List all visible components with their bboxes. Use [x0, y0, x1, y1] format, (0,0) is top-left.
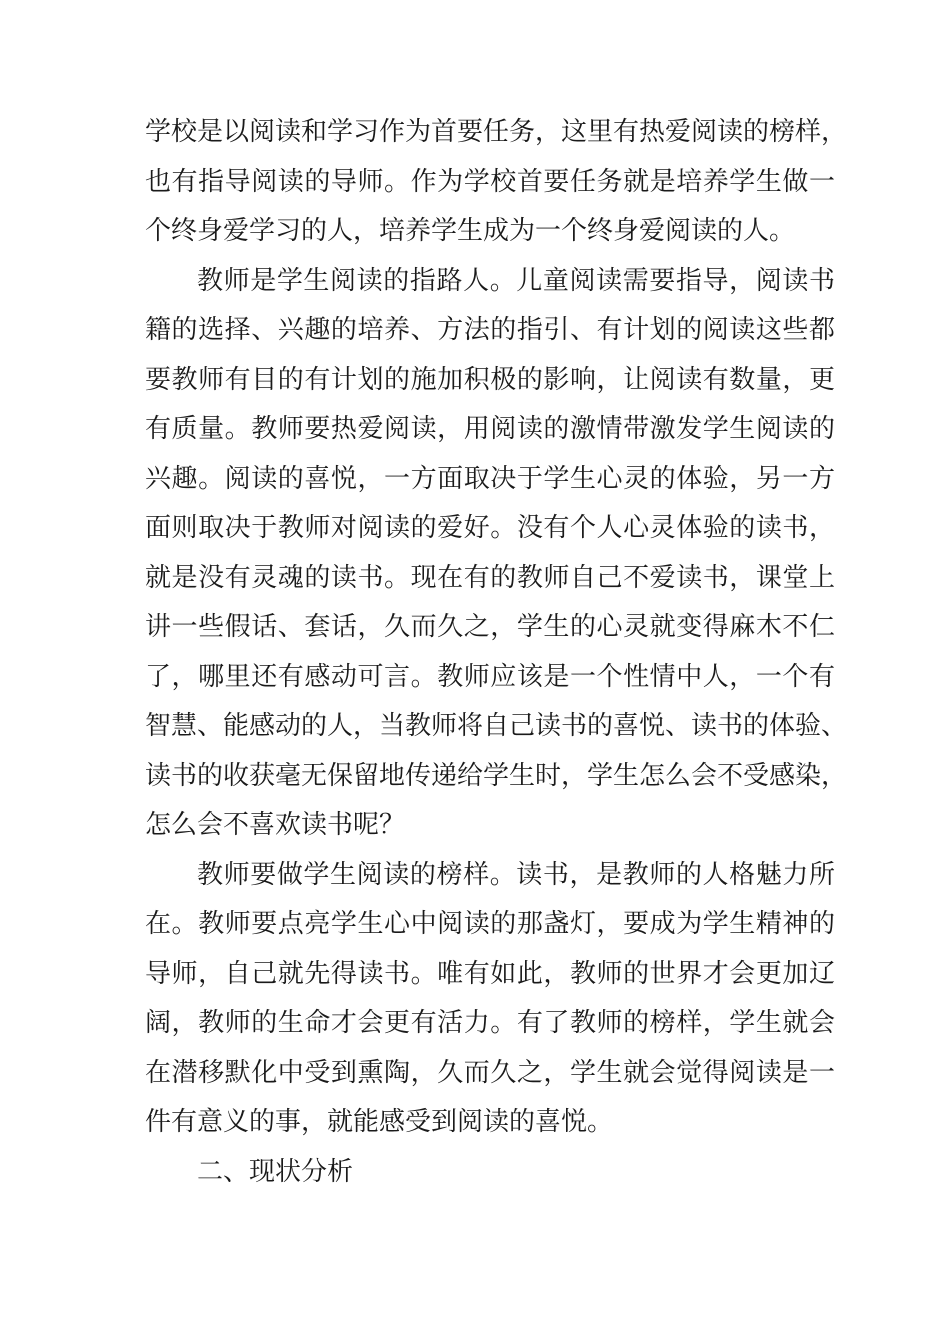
text-line: 导师，自己就先得读书。唯有如此，教师的世界才会更加辽 [145, 958, 835, 989]
text-line: 学校是以阅读和学习作为首要任务，这里有热爱阅读的榜样， [145, 117, 848, 147]
section-heading: 二、现状分析 [197, 1156, 354, 1187]
text-line: 要教师有目的有计划的施加积极的影响，让阅读有数量，更 [145, 364, 835, 395]
text-line: 就是没有灵魂的读书。现在有的教师自己不爱读书，课堂上 [145, 562, 835, 593]
text-line: 兴趣。阅读的喜悦，一方面取决于学生心灵的体验，另一方 [145, 463, 835, 494]
text-line: 阔，教师的生命才会更有活力。有了教师的榜样，学生就会 [145, 1008, 835, 1038]
body-text [145, 108, 848, 1197]
text-line: 读书的收获毫无保留地传递给学生时，学生怎么会不受感染， [145, 760, 848, 791]
text-line: 也有指导阅读的导师。作为学校首要任务就是培养学生做一 [145, 166, 835, 197]
text-line: 智慧、能感动的人，当教师将自己读书的喜悦、读书的体验、 [145, 711, 848, 741]
text-line: 在。教师要点亮学生心中阅读的那盏灯，要成为学生精神的 [145, 909, 835, 939]
text-line: 有质量。教师要热爱阅读，用阅读的激情带激发学生阅读的 [145, 414, 835, 444]
text-line: 籍的选择、兴趣的培养、方法的指引、有计划的阅读这些都 [145, 315, 835, 345]
text-line: 教师是学生阅读的指路人。儿童阅读需要指导，阅读书 [197, 265, 835, 296]
text-line: 个终身爱学习的人，培养学生成为一个终身爱阅读的人。 [145, 216, 796, 246]
text-line: 讲一些假话、套话，久而久之，学生的心灵就变得麻木不仁 [145, 612, 835, 642]
text-line: 件有意义的事，就能感受到阅读的喜悦。 [145, 1107, 614, 1137]
text-line: 面则取决于教师对阅读的爱好。没有个人心灵体验的读书， [145, 513, 835, 543]
text-line: 教师要做学生阅读的榜样。读书，是教师的人格魅力所 [197, 859, 835, 890]
text-line: 怎么会不喜欢读书呢？ [145, 810, 406, 840]
text-line: 了，哪里还有感动可言。教师应该是一个性情中人，一个有 [145, 661, 835, 692]
text-line: 在潜移默化中受到熏陶，久而久之，学生就会觉得阅读是一 [145, 1057, 835, 1088]
